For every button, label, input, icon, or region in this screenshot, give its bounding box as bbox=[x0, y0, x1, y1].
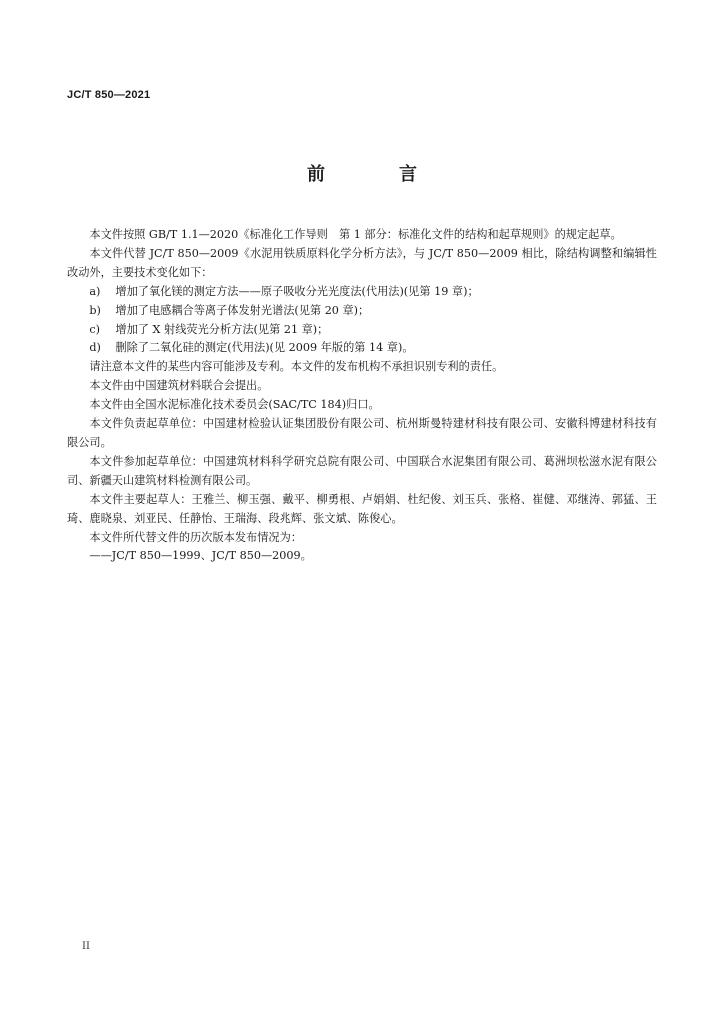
change-text: 删除了二氧化硅的测定(代用法)(见 2009 年版的第 14 章)。 bbox=[115, 341, 414, 355]
page-title: 前 言 bbox=[307, 164, 445, 185]
paragraph-patent-notice: 请注意本文件的某些内容可能涉及专利。本文件的发布机构不承担识别专利的责任。 bbox=[89, 360, 504, 374]
change-item bbox=[67, 339, 657, 358]
paragraph-main-drafters: 本文件主要起草人：王雅兰、柳玉强、戴平、柳勇根、卢娟娟、杜纪俊、刘玉兵、张格、崔健、邓继涛、郭猛、王琦、鹿晓泉、刘亚民、任静怡、王瑞海、段兆辉、张文斌、陈俊心。 bbox=[67, 492, 657, 525]
foreword-body bbox=[67, 226, 657, 566]
change-marker: c) bbox=[89, 322, 101, 336]
paragraph-drafting-rules: 本文件按照 GB/T 1.1—2020《标准化工作导则 第 1 部分：标准化文件的结构和起草规则》的规定起草。 bbox=[89, 228, 622, 241]
change-item bbox=[67, 321, 657, 340]
change-item bbox=[67, 302, 657, 321]
change-marker: b) bbox=[89, 303, 101, 317]
paragraph-proposer: 本文件由中国建筑材料联合会提出。 bbox=[89, 379, 269, 393]
change-text: 增加了氧化镁的测定方法——原子吸收分光光度法(代用法)(见第 19 章)； bbox=[115, 284, 479, 298]
change-text: 增加了 X 射线荧光分析方法(见第 21 章)； bbox=[115, 322, 329, 336]
paragraph-previous-editions: ——JC/T 850—1999、JC/T 850—2009。 bbox=[89, 549, 312, 563]
page-number: II bbox=[82, 941, 90, 952]
change-marker: a) bbox=[89, 284, 101, 298]
change-text: 增加了电感耦合等离子体发射光谱法(见第 20 章)； bbox=[115, 303, 370, 317]
standard-code: JC/T 850—2021 bbox=[67, 89, 151, 101]
paragraph-lead-drafting-units: 本文件负责起草单位：中国建材检验认证集团股份有限公司、杭州斯曼特建材科技有限公司、安徽科博建材科技有限公司。 bbox=[67, 417, 657, 449]
paragraph-previous-editions-intro: 本文件所代替文件的历次版本发布情况为： bbox=[89, 530, 302, 544]
change-marker: d) bbox=[89, 341, 101, 355]
paragraph-replaces: 本文件代替 JC/T 850—2009《水泥用铁质原料化学分析方法》，与 JC/T 850—2009 相比，除结构调整和编辑性改动外，主要技术变化如下： bbox=[67, 246, 657, 279]
change-item bbox=[67, 283, 657, 302]
paragraph-technical-committee: 本文件由全国水泥标准化技术委员会(SAC/TC 184)归口。 bbox=[89, 398, 380, 412]
paragraph-participating-units: 本文件参加起草单位：中国建筑材料科学研究总院有限公司、中国联合水泥集团有限公司、葛洲坝松滋水泥有限公司、新疆天山建筑材料检测有限公司。 bbox=[67, 454, 657, 487]
